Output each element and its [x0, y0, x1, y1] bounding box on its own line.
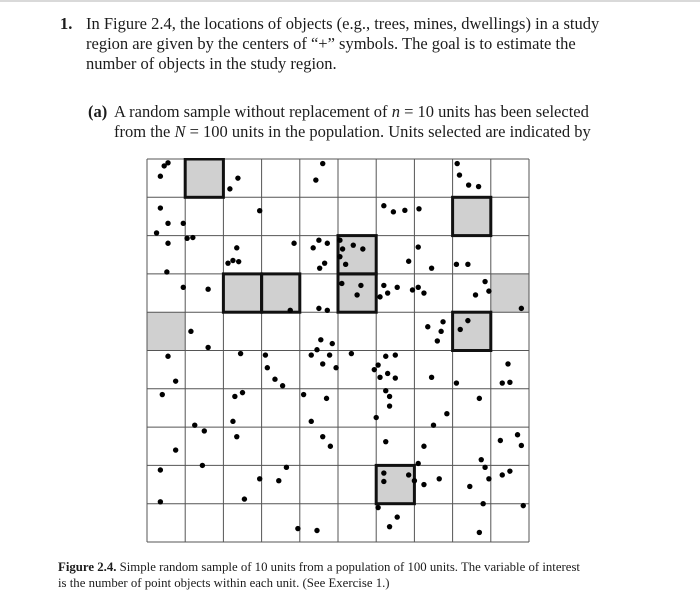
object-point [395, 514, 400, 519]
object-point [374, 415, 379, 420]
question-line: number of objects in the study region. [86, 54, 337, 73]
object-point [454, 380, 459, 385]
sampled-unit [376, 465, 414, 503]
object-point [165, 354, 170, 359]
object-point [402, 208, 407, 213]
part-a-line-1 [114, 102, 626, 122]
object-point [158, 467, 163, 472]
object-point [314, 528, 319, 533]
object-point [184, 236, 189, 241]
object-point [234, 434, 239, 439]
object-point [320, 161, 325, 166]
object-point [173, 378, 178, 383]
object-point [412, 478, 417, 483]
object-point [333, 365, 338, 370]
object-point [375, 505, 380, 510]
object-point [324, 396, 329, 401]
object-point [416, 206, 421, 211]
object-point [257, 476, 262, 481]
object-point [486, 476, 491, 481]
question-number: 1. [60, 14, 73, 33]
object-point [466, 182, 471, 187]
object-point [339, 281, 344, 286]
object-point [337, 254, 342, 259]
object-point [330, 341, 335, 346]
object-point [154, 230, 159, 235]
object-point [507, 468, 512, 473]
object-point [431, 422, 436, 427]
object-point [375, 362, 380, 367]
object-point [317, 265, 322, 270]
object-point [454, 262, 459, 267]
sample-grid-figure [146, 158, 536, 555]
object-point [381, 479, 386, 484]
object-point [192, 422, 197, 427]
text-run: = 10 units has been selected [399, 102, 589, 121]
object-point [314, 347, 319, 352]
object-point [301, 392, 306, 397]
object-point [429, 265, 434, 270]
object-point [385, 371, 390, 376]
object-point [236, 259, 241, 264]
object-point [393, 375, 398, 380]
object-point [225, 260, 230, 265]
population-grid [146, 158, 536, 550]
object-point [467, 484, 472, 489]
object-point [406, 259, 411, 264]
text-run: = 100 units in the population. Units selected are indicated by [185, 122, 591, 141]
figure-caption [58, 559, 648, 591]
object-point [340, 246, 345, 251]
object-point [230, 258, 235, 263]
object-point [515, 432, 520, 437]
object-point [395, 285, 400, 290]
object-point [205, 345, 210, 350]
object-point [284, 465, 289, 470]
object-point [482, 465, 487, 470]
object-point [519, 306, 524, 311]
object-point [343, 262, 348, 267]
object-point [406, 472, 411, 477]
object-point [383, 439, 388, 444]
top-rule [0, 0, 700, 2]
object-point [476, 184, 481, 189]
caption-text-2: is the number of point objects within each unit. (See Exercise 1.) [58, 576, 390, 590]
object-point [381, 203, 386, 208]
object-point [165, 160, 170, 165]
sampled-unit [453, 197, 491, 235]
object-point [381, 470, 386, 475]
object-point [358, 283, 363, 288]
object-point [479, 457, 484, 462]
object-point [519, 443, 524, 448]
object-point [181, 285, 186, 290]
object-point [482, 279, 487, 284]
object-point [325, 308, 330, 313]
math-var-n: n [391, 102, 400, 121]
object-point [421, 444, 426, 449]
object-point [309, 352, 314, 357]
object-point [227, 186, 232, 191]
object-point [444, 411, 449, 416]
object-point [349, 351, 354, 356]
sampled-unit [338, 236, 376, 274]
object-point [280, 383, 285, 388]
object-point [383, 388, 388, 393]
object-point [500, 472, 505, 477]
object-point [242, 496, 247, 501]
shaded-unit [147, 312, 185, 350]
object-point [165, 221, 170, 226]
object-point [328, 444, 333, 449]
part-a-label: (a) [88, 102, 108, 121]
object-point [507, 380, 512, 385]
sampled-unit [223, 274, 261, 312]
object-point [313, 177, 318, 182]
caption-text: Simple random sample of 10 units from a population of 100 units. The variable of interest [119, 560, 580, 574]
question-line: region are given by the centers of “+” symbols. The goal is to estimate the [86, 34, 576, 53]
object-point [410, 287, 415, 292]
object-point [465, 262, 470, 267]
object-point [325, 241, 330, 246]
part-a-text [114, 102, 626, 142]
text-run: from the [114, 122, 175, 141]
object-point [158, 174, 163, 179]
object-point [190, 235, 195, 240]
object-point [291, 241, 296, 246]
object-point [416, 244, 421, 249]
object-point [372, 367, 377, 372]
object-point [435, 338, 440, 343]
object-point [458, 327, 463, 332]
object-point [387, 524, 392, 529]
object-point [288, 308, 293, 313]
object-point [360, 246, 365, 251]
object-point [387, 403, 392, 408]
object-point [158, 205, 163, 210]
object-point [429, 375, 434, 380]
object-point [173, 447, 178, 452]
object-point [200, 463, 205, 468]
object-point [322, 260, 327, 265]
object-point [457, 172, 462, 177]
object-point [181, 221, 186, 226]
object-point [421, 290, 426, 295]
object-point [391, 209, 396, 214]
object-point [160, 392, 165, 397]
object-point [234, 245, 239, 250]
object-point [437, 476, 442, 481]
object-point [383, 354, 388, 359]
object-point [310, 245, 315, 250]
object-point [158, 499, 163, 504]
shaded-unit [491, 274, 529, 312]
object-point [421, 482, 426, 487]
object-point [327, 352, 332, 357]
sampled-unit [262, 274, 300, 312]
object-point [188, 329, 193, 334]
object-point [320, 434, 325, 439]
object-point [387, 394, 392, 399]
sampled-unit [185, 159, 223, 197]
object-point [377, 375, 382, 380]
object-point [477, 396, 482, 401]
object-point [337, 237, 342, 242]
object-point [205, 287, 210, 292]
object-point [473, 292, 478, 297]
sampled-unit [453, 312, 491, 350]
question-text [86, 14, 626, 74]
object-point [416, 461, 421, 466]
object-point [505, 361, 510, 366]
object-point [438, 329, 443, 334]
object-point [351, 242, 356, 247]
object-point [416, 285, 421, 290]
text-run: A random sample without replacement of [114, 102, 392, 121]
object-point [316, 306, 321, 311]
object-point [202, 428, 207, 433]
math-var-N: N [174, 122, 186, 141]
object-point [238, 351, 243, 356]
object-point [500, 380, 505, 385]
object-point [232, 394, 237, 399]
object-point [235, 175, 240, 180]
object-point [165, 241, 170, 246]
object-point [521, 503, 526, 508]
object-point [257, 208, 262, 213]
question-line: In Figure 2.4, the locations of objects (e.g., trees, mines, dwellings) in a study [86, 14, 600, 33]
object-point [316, 237, 321, 242]
object-point [440, 319, 445, 324]
object-point [265, 365, 270, 370]
object-point [377, 294, 382, 299]
object-point [230, 419, 235, 424]
object-point [465, 318, 470, 323]
object-point [498, 438, 503, 443]
object-point [425, 324, 430, 329]
object-point [480, 501, 485, 506]
object-point [393, 352, 398, 357]
object-point [263, 352, 268, 357]
caption-label: Figure 2.4. [58, 560, 117, 574]
object-point [354, 292, 359, 297]
part-a-line-2 [114, 122, 626, 142]
object-point [309, 419, 314, 424]
object-point [486, 288, 491, 293]
object-point [320, 361, 325, 366]
object-point [454, 161, 459, 166]
object-point [385, 290, 390, 295]
object-point [477, 530, 482, 535]
object-point [276, 478, 281, 483]
object-point [272, 377, 277, 382]
object-point [164, 269, 169, 274]
object-point [318, 337, 323, 342]
object-point [240, 390, 245, 395]
object-point [295, 526, 300, 531]
object-point [381, 283, 386, 288]
